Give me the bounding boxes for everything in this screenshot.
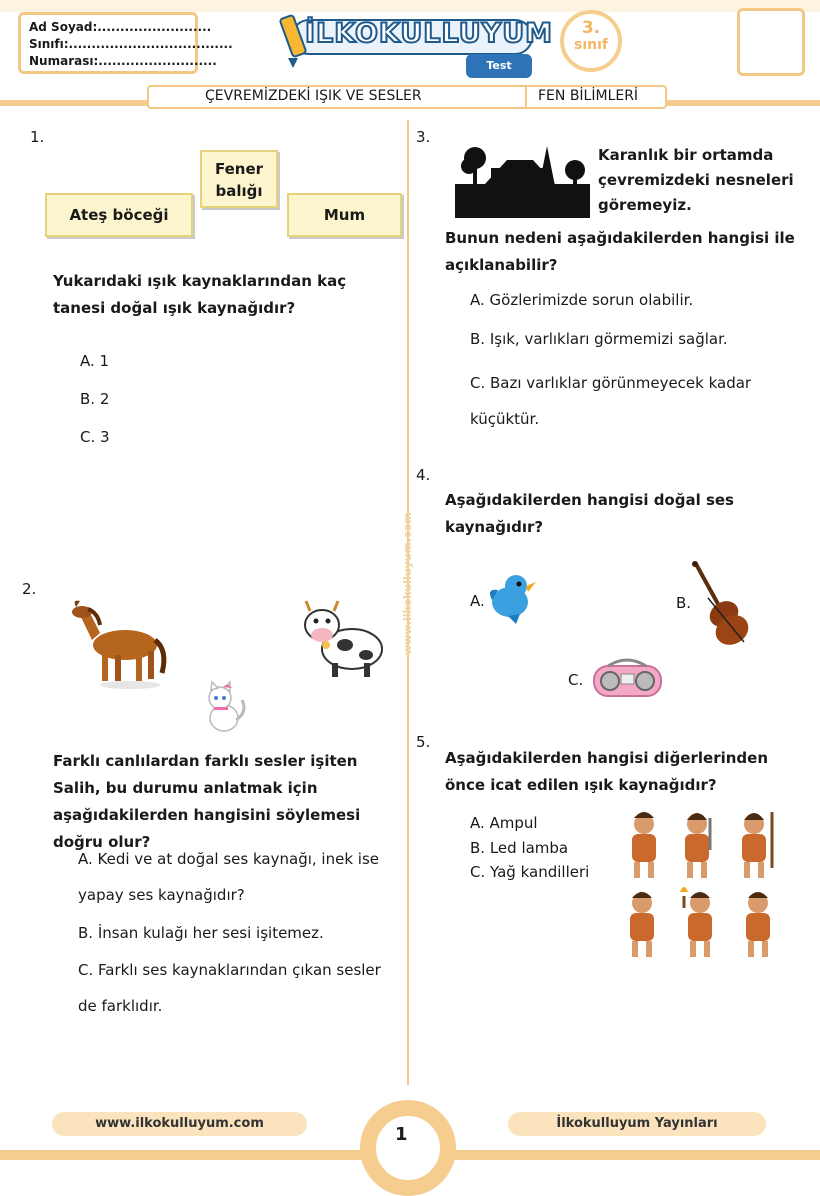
q3-option-c: C. Bazı varlıklar görünmeyecek kadar küçüktür. [470, 374, 752, 428]
radio-icon [590, 656, 665, 701]
grade-badge [560, 10, 622, 72]
q1-option-a: A. 1 [80, 352, 110, 370]
watermark-text: www.ilkokulluyum.com [401, 512, 414, 655]
dark-house-silhouette-icon [455, 140, 590, 218]
q1-option-c: C. 3 [80, 428, 110, 446]
q1-label-fener: Fener balığı [200, 150, 278, 208]
horse-icon [70, 595, 170, 690]
q4-option-c: C. [568, 671, 584, 689]
q2-option-b: B. İnsan kulağı her sesi işitemez. [78, 924, 324, 942]
q5-option-b: B. Led lamba [470, 839, 569, 857]
bird-icon [486, 570, 541, 625]
q4-text: Aşağıdakilerden hangisi doğal ses kaynağıdır? [445, 491, 734, 536]
q2-option-c: C. Farklı ses kaynaklarından çıkan sesler de farklıdır. [78, 961, 381, 1015]
test-badge: Test [466, 54, 532, 78]
class-line: Sınıfı:.................................... [29, 37, 233, 51]
page-number: 1 [395, 1124, 408, 1145]
footer-website: www.ilkokulluyum.com [52, 1112, 307, 1136]
student-info-box [18, 12, 233, 74]
topic-title: ÇEVREMİZDEKİ IŞIK VE SESLER [205, 88, 422, 104]
q2-text: Farklı canlılardan farklı sesler işiten Salih, bu durumu anlatmak için aşağıdakilerden hangisini söylemesi doğru olur? [53, 752, 361, 851]
q5-number: 5. [416, 733, 431, 751]
number-line: Numarası:.......................... [29, 54, 217, 68]
cow-icon [300, 597, 388, 682]
q1-number: 1. [30, 128, 45, 146]
score-box [737, 8, 805, 76]
q1-text: Yukarıdaki ışık kaynaklarından kaç tanesi doğal ışık kaynağıdır? [53, 272, 347, 317]
grade-number: 3. [581, 18, 601, 38]
page-number-circle [360, 1100, 456, 1196]
q5-option-a: A. Ampul [470, 814, 538, 832]
q1-label-mum: Mum [287, 193, 402, 237]
q3-number: 3. [416, 128, 431, 146]
cavemen-icon [622, 808, 784, 963]
q4-number: 4. [416, 466, 431, 484]
q1-label-ates: Ateş böceği [45, 193, 193, 237]
subject-title: FEN BİLİMLERİ [538, 88, 639, 104]
q5-option-c: C. Yağ kandilleri [470, 863, 590, 881]
violin-icon [688, 560, 748, 648]
q3-text: Bunun nedeni aşağıdakilerden hangisi ile açıklanabilir? [445, 229, 795, 274]
q2-option-a: A. Kedi ve at doğal ses kaynağı, inek ise yapay ses kaynağıdır? [78, 850, 379, 904]
topic-separator [525, 86, 527, 108]
q3-intro: Karanlık bir ortamda çevremizdeki nesneleri göremeyiz. [598, 146, 794, 214]
q4-option-b: B. [676, 594, 692, 612]
cat-icon [198, 680, 250, 735]
name-line: Ad Soyad:......................... [29, 20, 212, 34]
q3-option-b: B. Işık, varlıkları görmemizi sağlar. [470, 330, 728, 348]
q1-option-b: B. 2 [80, 390, 110, 408]
footer-publisher: İlkokulluyum Yayınları [508, 1112, 766, 1136]
q5-text: Aşağıdakilerden hangisi diğerlerinden önce icat edilen ışık kaynağıdır? [445, 749, 768, 794]
q3-option-a: A. Gözlerimizde sorun olabilir. [470, 291, 694, 309]
logo-text: İLKOKULLUYUM [305, 18, 553, 49]
q2-number: 2. [22, 580, 37, 598]
grade-label: sınıf [574, 37, 608, 53]
q4-option-a: A. [470, 592, 485, 610]
